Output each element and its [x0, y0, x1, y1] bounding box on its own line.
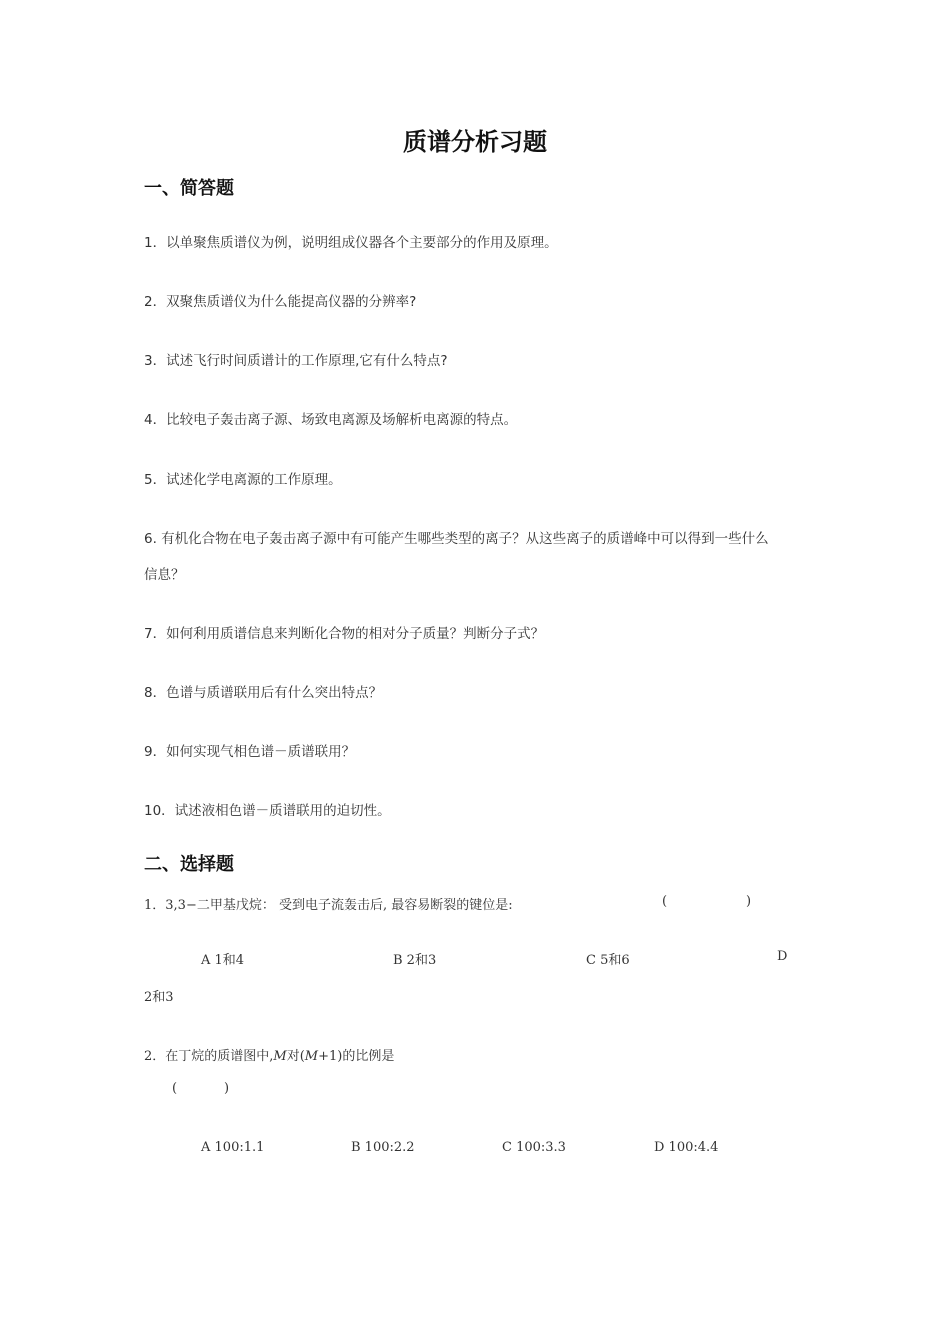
question-3: 3．试述飞行时间质谱计的工作原理,它有什么特点? — [144, 353, 448, 369]
question-2: 2．双聚焦质谱仪为什么能提高仪器的分辨率? — [144, 294, 417, 310]
question-9: 9．如何实现气相色谱－质谱联用？ — [144, 744, 356, 760]
mc-question-2-option-c: C 100:3.3 — [502, 1140, 566, 1155]
question-1: 1．以单聚焦质谱仪为例，说明组成仪器各个主要部分的作用及原理。 — [144, 235, 558, 251]
mc-question-1-option-a: A 1和4 — [201, 953, 245, 968]
section-heading-multiple-choice: 二、选择题 — [144, 854, 234, 875]
mc-question-2-option-d: D 100:4.4 — [654, 1140, 719, 1155]
mc-question-2-bracket-close: ) — [224, 1081, 230, 1096]
mc-question-2-stem — [144, 1045, 394, 1064]
question-6-continued: 信息？ — [144, 567, 185, 583]
section-heading-short-answer: 一、简答题 — [144, 178, 234, 199]
page-title: 质谱分析习题 — [403, 128, 547, 156]
question-7: 7．如何利用质谱信息来判断化合物的相对分子质量？判断分子式？ — [144, 626, 545, 642]
mc-question-2-bracket-open: ( — [172, 1081, 178, 1096]
mc-question-2-stem-part-c: +1)的比例是 — [318, 1049, 395, 1064]
mc-question-1-option-b: B 2和3 — [393, 953, 437, 968]
mc-question-1-option-d: D — [777, 949, 788, 964]
mc-question-2-stem-part-b: 对( — [286, 1049, 305, 1064]
mc-question-1-stem: 1．3,3−二甲基戊烷： 受到电子流轰击后, 最容易断裂的键位是: — [144, 898, 513, 913]
question-5: 5．试述化学电离源的工作原理。 — [144, 472, 342, 488]
question-6: 6. 有机化合物在电子轰击离子源中有可能产生哪些类型的离子？从这些离子的质谱峰中可以得到一些什么 — [144, 531, 769, 547]
mc-question-2-symbol-m2: M — [304, 1049, 319, 1064]
mc-question-2-option-a: A 100:1.1 — [201, 1140, 265, 1155]
mc-question-1-option-d-text: 2和3 — [144, 990, 174, 1005]
mc-question-2-symbol-m: M — [273, 1049, 287, 1064]
mc-question-1-bracket-close: ) — [746, 894, 752, 909]
question-4: 4．比较电子轰击离子源、场致电离源及场解析电离源的特点。 — [144, 412, 518, 428]
question-10: 10．试述液相色谱－质谱联用的迫切性。 — [144, 803, 391, 819]
mc-question-1-bracket-open: ( — [662, 894, 668, 909]
question-8: 8．色谱与质谱联用后有什么突出特点？ — [144, 685, 383, 701]
mc-question-2-stem-part-a: 2．在丁烷的质谱图中, — [144, 1049, 274, 1064]
mc-question-2-option-b: B 100:2.2 — [351, 1140, 415, 1155]
mc-question-1-option-c: C 5和6 — [586, 953, 630, 968]
